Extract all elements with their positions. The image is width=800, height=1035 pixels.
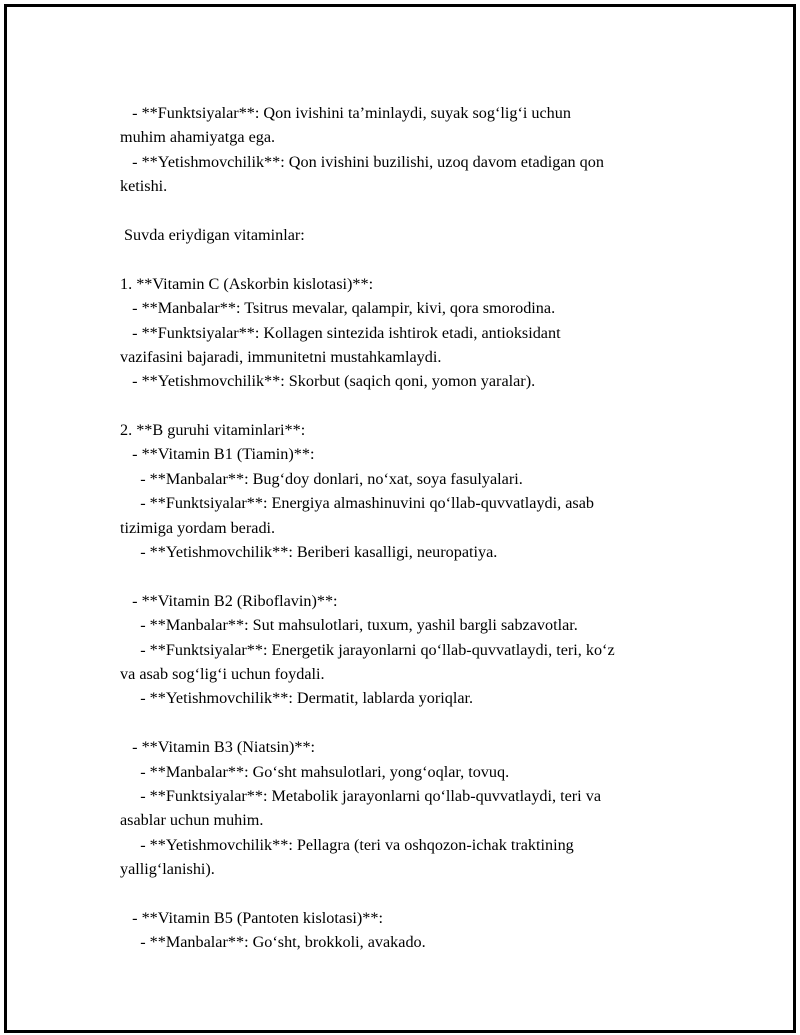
- text-line: - **Funktsiyalar**: Kollagen sintezida ishtirok etadi, antioksidant: [120, 323, 561, 342]
- text-line: 1. **Vitamin C (Askorbin kislotasi)**:: [120, 274, 374, 293]
- text-line: - **Manbalar**: Sut mahsulotlari, tuxum, yashil bargli sabzavotlar.: [120, 616, 578, 635]
- text-line: - **Yetishmovchilik**: Dermatit, lablarda yoriqlar.: [120, 689, 474, 708]
- text-line: - **Yetishmovchilik**: Skorbut (saqich qoni, yomon yaralar).: [120, 372, 536, 391]
- text-line: ketishi.: [120, 177, 168, 196]
- text-line: - **Funktsiyalar**: Energiya almashinuvini qo‘llab-quvvatlaydi, asab: [120, 494, 594, 513]
- blank-line: [120, 199, 700, 223]
- blank-line: [120, 711, 700, 735]
- text-line: - **Funktsiyalar**: Energetik jarayonlarni qo‘llab-quvvatlaydi, teri, ko‘z: [120, 640, 615, 659]
- page-body: [120, 101, 700, 955]
- text-line: - **Vitamin B3 (Niatsin)**:: [120, 738, 316, 757]
- text-line: - **Yetishmovchilik**: Beriberi kasalligi, neuropatiya.: [120, 543, 498, 562]
- text-line: yallig‘lanishi).: [120, 860, 215, 879]
- text-line: - **Manbalar**: Bug‘doy donlari, no‘xat, soya fasulyalari.: [120, 469, 523, 488]
- text-line: - **Funktsiyalar**: Metabolik jarayonlarni qo‘llab-quvvatlaydi, teri va: [120, 786, 602, 805]
- text-line: - **Manbalar**: Go‘sht, brokkoli, avakado.: [120, 933, 426, 952]
- text-line: - **Manbalar**: Tsitrus mevalar, qalampir, kivi, qora smorodina.: [120, 299, 556, 318]
- text-line: - **Funktsiyalar**: Qon ivishini ta’minlaydi, suyak sog‘lig‘i uchun: [120, 104, 571, 122]
- blank-line: [120, 247, 700, 271]
- text-line: asablar uchun muhim.: [120, 811, 264, 830]
- text-line: - **Manbalar**: Go‘sht mahsulotlari, yong‘oqlar, tovuq.: [120, 762, 510, 781]
- blank-line: [120, 394, 700, 418]
- page-frame: [4, 4, 796, 1033]
- blank-line: [120, 882, 700, 906]
- text-line: va asab sog‘lig‘i uchun foydali.: [120, 664, 325, 683]
- text-line: - **Yetishmovchilik**: Pellagra (teri va oshqozon-ichak traktining: [120, 835, 574, 854]
- text-line: - **Vitamin B1 (Tiamin)**:: [120, 445, 315, 464]
- text-line: 2. **B guruhi vitaminlari**:: [120, 421, 306, 440]
- text-line: - **Vitamin B2 (Riboflavin)**:: [120, 591, 338, 610]
- text-line: - **Yetishmovchilik**: Qon ivishini buzilishi, uzoq davom etadigan qon: [120, 152, 604, 171]
- text-line: tizimiga yordam beradi.: [120, 518, 276, 537]
- text-line: - **Vitamin B5 (Pantoten kislotasi)**:: [120, 908, 383, 927]
- text-line: muhim ahamiyatga ega.: [120, 128, 276, 147]
- blank-line: [120, 564, 700, 588]
- text-line: vazifasini bajaradi, immunitetni mustahkamlaydi.: [120, 347, 442, 366]
- section-heading: Suvda eriydigan vitaminlar:: [120, 225, 305, 244]
